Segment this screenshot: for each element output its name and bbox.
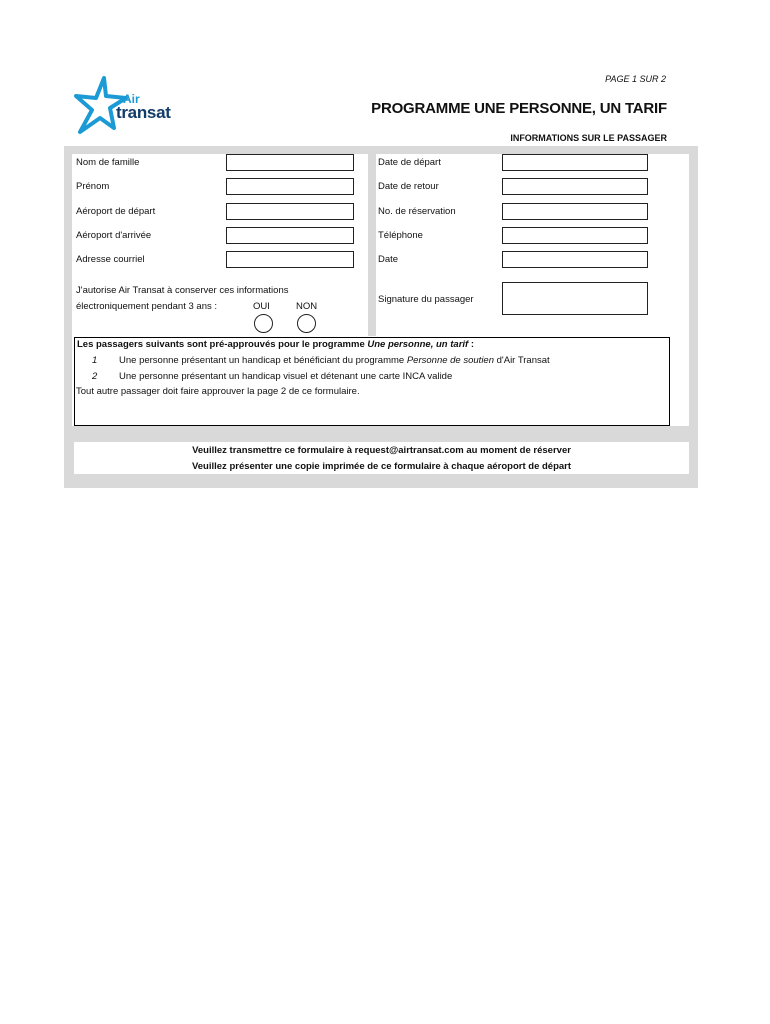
consent-text-line1: J'autorise Air Transat à conserver ces informations: [76, 285, 289, 296]
email-label: Adresse courriel: [76, 254, 145, 265]
first-name-field[interactable]: [226, 178, 354, 195]
page-title: PROGRAMME UNE PERSONNE, UN TARIF: [371, 100, 667, 117]
arrival-airport-label: Aéroport d'arrivée: [76, 230, 152, 241]
consent-text-line2: électroniquement pendant 3 ans :: [76, 301, 218, 312]
return-date-field[interactable]: [502, 178, 648, 195]
date-field[interactable]: [502, 251, 648, 268]
instructions-box: [74, 442, 689, 474]
note-item-number: 1: [92, 355, 98, 366]
note-item: [119, 371, 452, 382]
signature-label: Signature du passager: [378, 294, 474, 305]
email-field[interactable]: [226, 251, 354, 268]
instruction-line-print: Veuillez présenter une copie imprimée de ce formulaire à chaque aéroport de départ: [191, 461, 572, 472]
consent-yes-radio[interactable]: [254, 314, 273, 333]
arrival-airport-field[interactable]: [226, 227, 354, 244]
signature-field[interactable]: [502, 282, 648, 315]
last-name-field[interactable]: [226, 154, 354, 171]
reservation-number-field[interactable]: [502, 203, 648, 220]
logo-transat-text: transat: [116, 103, 171, 122]
date-label: Date: [378, 254, 399, 265]
departure-airport-label: Aéroport de départ: [76, 206, 156, 217]
reservation-number-label: No. de réservation: [378, 206, 456, 217]
page-number: PAGE 1 SUR 2: [605, 74, 666, 84]
note-item-number: 2: [92, 371, 98, 382]
notes-intro-text: Les passagers suivants sont pré-approuvés pour le programme: [77, 339, 368, 350]
note-item-italic: Personne de soutien: [406, 355, 494, 366]
return-date-label: Date de retour: [378, 181, 439, 192]
note-item-text: Une personne présentant un handicap et bénéficiant du programme: [119, 355, 407, 366]
notes-intro: [77, 339, 474, 350]
departure-date-label: Date de départ: [378, 157, 441, 168]
air-transat-logo: [70, 74, 180, 136]
phone-field[interactable]: [502, 227, 648, 244]
note-item-text: Une personne présentant un handicap visuel et détenant une carte INCA valide: [119, 371, 453, 382]
departure-airport-field[interactable]: [226, 203, 354, 220]
logo-air-text: Air: [123, 92, 140, 106]
note-item-text-end: d'Air Transat: [494, 355, 550, 366]
first-name-label: Prénom: [76, 181, 110, 192]
last-name-label: Nom de famille: [76, 157, 140, 168]
instruction-line-email: Veuillez transmettre ce formulaire à request@airtransat.com au moment de réserver: [192, 445, 571, 456]
departure-date-field[interactable]: [502, 154, 648, 171]
note-item: [119, 355, 550, 366]
notes-other-passengers: Tout autre passager doit faire approuver la page 2 de ce formulaire.: [76, 386, 360, 397]
notes-intro-program: Une personne, un tarif: [367, 339, 469, 350]
phone-label: Téléphone: [378, 230, 423, 241]
no-label: NON: [296, 301, 318, 312]
section-subtitle: INFORMATIONS SUR LE PASSAGER: [510, 133, 667, 143]
yes-label: OUI: [253, 301, 270, 312]
consent-no-radio[interactable]: [297, 314, 316, 333]
notes-intro-end: :: [468, 339, 475, 350]
